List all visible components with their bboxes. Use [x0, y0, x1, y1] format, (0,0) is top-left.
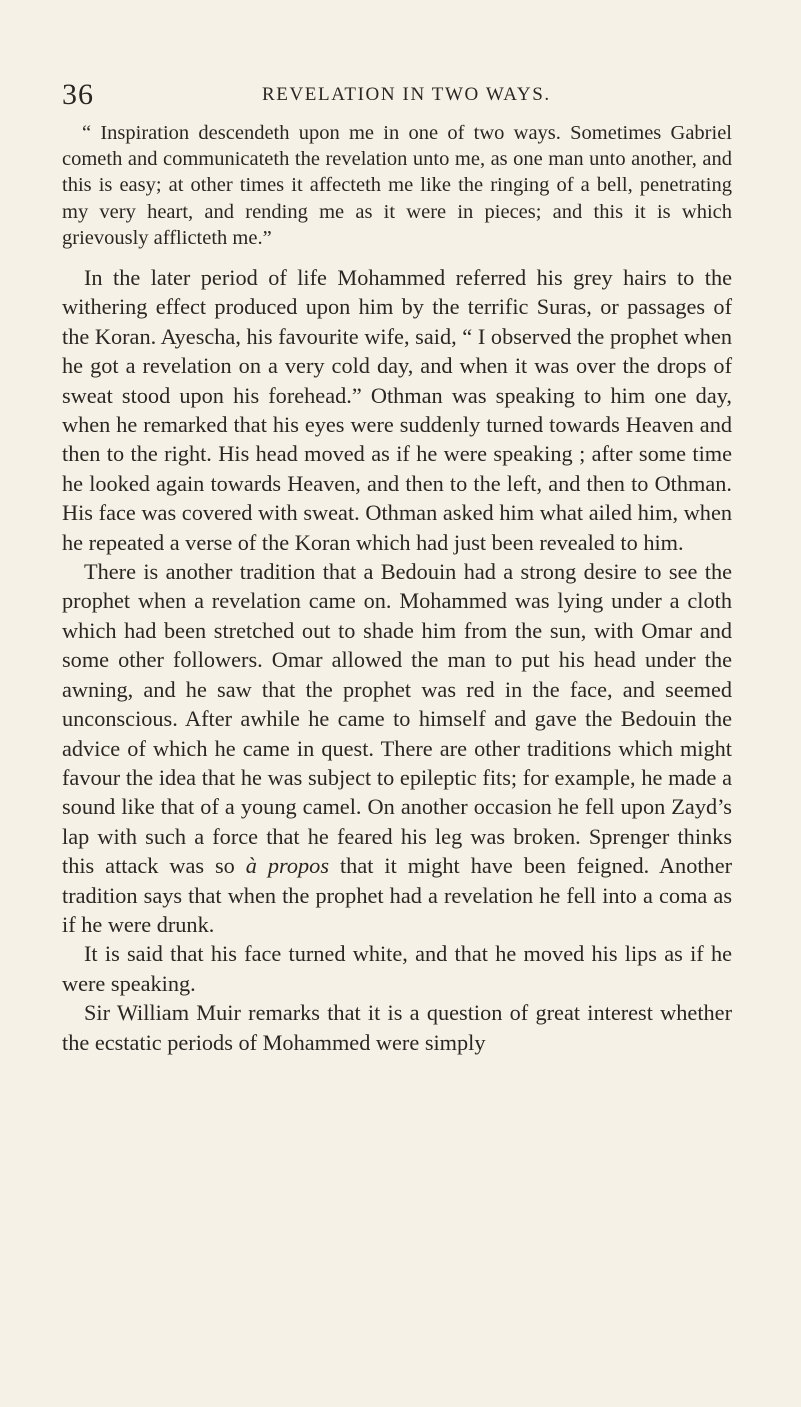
paragraph-muir: Sir William Muir remarks that it is a question of great interest whether the ecstatic periods of Mohammed were simply: [62, 1000, 732, 1055]
paragraph-revelation-signs: In the later period of life Mohammed referred his grey hairs to the withering effect produced upon him by the terrific Suras, or passages of the Koran. Ayescha, his favourite wife, said, “ I observed the prophet when he got a revelation on a very cold day, and when it was over the drops of sweat stood upon his forehead.” Othman was speaking to him one day, when he remarked that his eyes were suddenly turned towards Heaven and then to the right. His head moved as if he were speaking ; after some time he looked again towards Heaven, and then to the left, and then to Othman. His face was covered with sweat. Othman asked him what ailed him, when he repeated a verse of the Koran which had just been revealed to him.: [62, 265, 732, 555]
body-text: [62, 120, 732, 1057]
paragraph-bedouin-main: There is another tradition that a Bedouin had a strong desire to see the prophet when a revelation came on. Mohammed was lying under a cloth which had been stretched out to shade him from the sun, with Omar and some other followers. Omar allowed the man to put his head under the awning, and he saw that the prophet was red in the face, and seemed unconscious. After awhile he came to himself and gave the Bedouin the advice of which he came in quest. There are other traditions which might favour the idea that he was subject to epileptic fits; for example, he made a sound like that of a young camel. On another occasion he fell upon Zayd’s lap with such a force that he feared his leg was broken. Sprenger thinks this attack was so: [62, 559, 732, 879]
paragraph-bedouin-tail: that it might have been feigned. Another tradition says that when the prophet had a revelation he fell into a coma as if he were drunk.: [62, 853, 733, 937]
italic-a-propos: à propos: [245, 853, 330, 879]
running-title: REVELATION IN TWO WAYS.: [262, 84, 551, 105]
paragraph-bedouin-tradition: [62, 557, 732, 939]
opening-quote: “ Inspiration descendeth upon me in one of two ways. Sometimes Gabriel cometh and communicateth the revelation unto me, as one man unto another, and this is easy; at other times it affecteth me like the ringing of a bell, penetrating my very heart, and rending me as it were in pieces; and this it is which grievously afflicteth me.”: [62, 122, 732, 249]
paragraph-face-white: It is said that his face turned white, and that he moved his lips as if he were speaking.: [62, 941, 732, 996]
running-head: [62, 78, 731, 114]
page-number: 36: [62, 78, 94, 111]
